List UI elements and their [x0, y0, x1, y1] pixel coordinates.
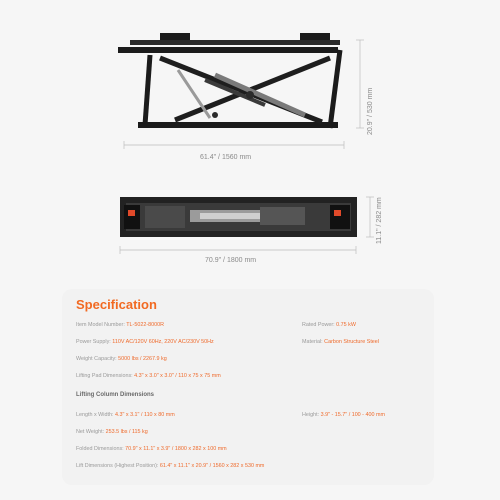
spec-row-power-supply [76, 339, 214, 345]
spec-row-net-weight [76, 429, 148, 435]
spec-value: 110V AC/120V 60Hz, 220V AC/230V 50Hz [112, 339, 214, 345]
lifting-column-heading: Lifting Column Dimensions [76, 392, 154, 398]
spec-value: 4.3" x 3.0" x 3.0" / 110 x 75 x 75 mm [134, 373, 221, 379]
spec-value: 4.3" x 3.1" / 110 x 80 mm [114, 412, 175, 418]
spec-value: 253.5 lbs / 115 kg [105, 429, 148, 435]
spec-row-model [76, 322, 164, 328]
spec-value: 70.9" x 11.1" x 3.9" / 1800 x 282 x 100 mm [125, 446, 227, 452]
spec-title: Specification [76, 297, 157, 312]
spec-label: Weight Capacity: [76, 356, 117, 362]
spec-row-pad-dimensions [76, 373, 221, 379]
spec-value: 0.75 kW [336, 322, 356, 328]
spec-row-material [302, 339, 379, 345]
spec-row-length-width [76, 412, 175, 418]
spec-label: Rated Power: [302, 322, 335, 328]
spec-label: Material: [302, 339, 323, 345]
spec-value: Carbon Structure Steel [324, 339, 380, 345]
spec-label: Height: [302, 412, 320, 418]
spec-value: TL-5022-8000R [126, 322, 165, 328]
spec-value: 3.9" - 15.7" / 100 - 400 mm [320, 412, 385, 418]
spec-row-height [302, 412, 385, 418]
spec-label: Lift Dimensions (Highest Position): [76, 463, 159, 469]
spec-value: 5000 lbs / 2267.9 kg [118, 356, 167, 362]
top-width-label: 11.1" / 282 mm [376, 197, 383, 244]
top-length-label: 70.9" / 1800 mm [205, 257, 257, 264]
spec-row-weight-capacity [76, 356, 167, 362]
spec-value: 61.4" x 11.1" x 20.9" / 1560 x 282 x 530 mm [159, 463, 265, 469]
spec-label: Item Model Number: [76, 322, 125, 328]
spec-label: Net Weight: [76, 429, 105, 435]
spec-row-lift-dimensions [76, 463, 264, 469]
spec-label: Power Supply: [76, 339, 111, 345]
side-length-label: 61.4" / 1560 mm [200, 154, 252, 161]
spec-row-folded-dimensions [76, 446, 227, 452]
specification-card [62, 289, 434, 485]
side-height-label: 20.9" / 530 mm [367, 87, 374, 135]
spec-label: Length x Width: [76, 412, 114, 418]
spec-label: Lifting Pad Dimensions: [76, 373, 133, 379]
spec-label: Folded Dimensions: [76, 446, 124, 452]
spec-row-rated-power [302, 322, 356, 328]
